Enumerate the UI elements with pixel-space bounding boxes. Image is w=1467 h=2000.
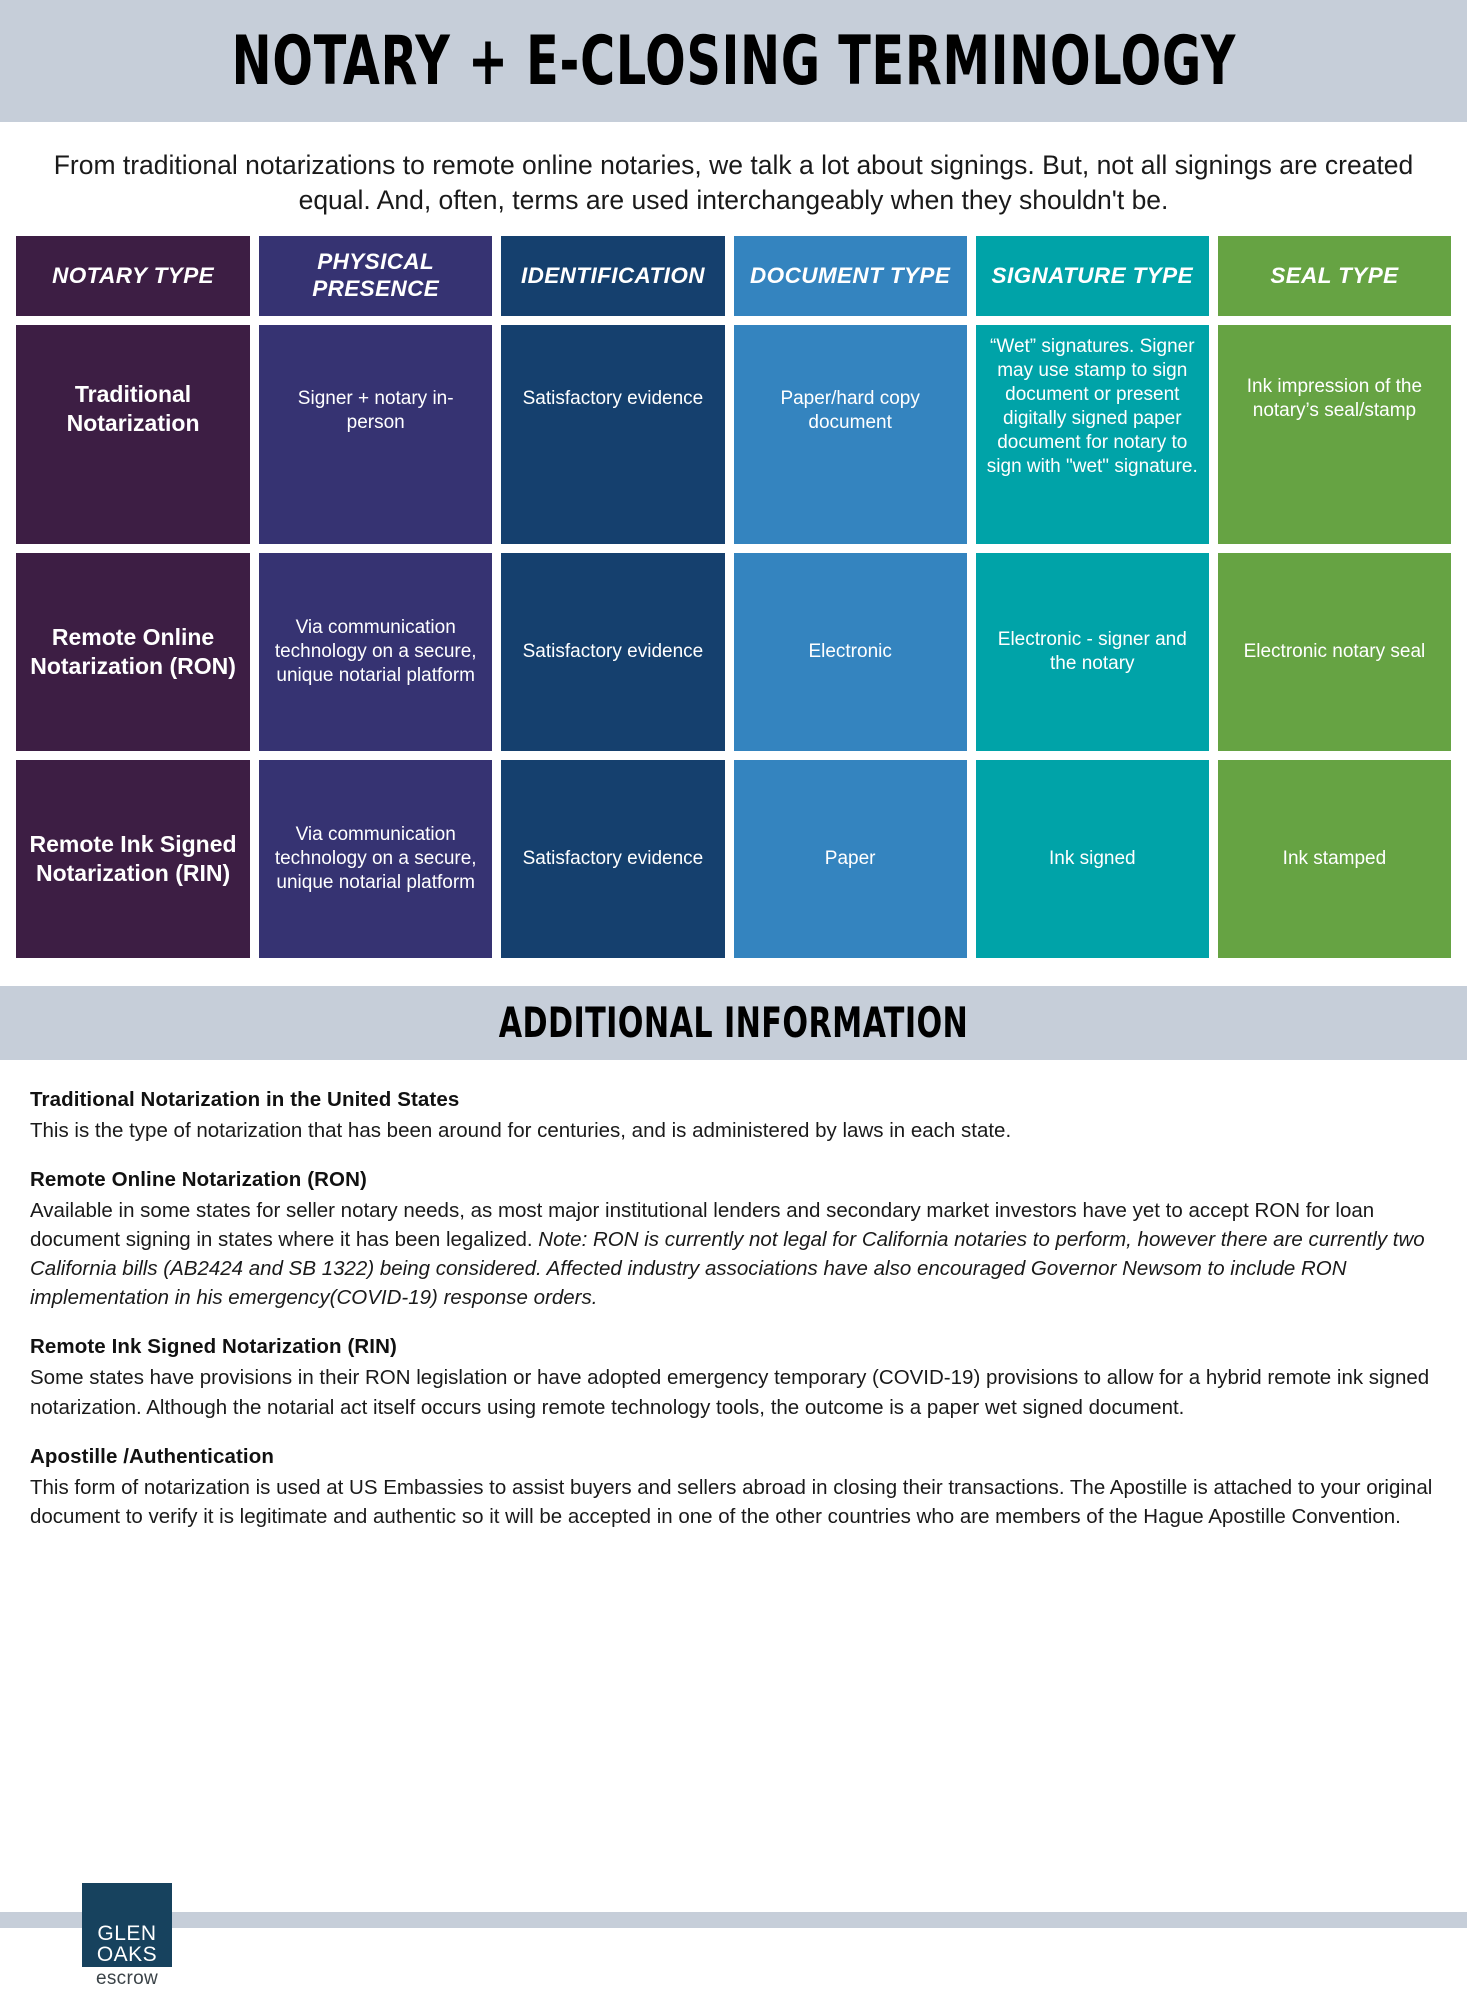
additional-information-body [0,1060,1467,1531]
cell-physical-presence: Signer + notary in-person [259,325,492,544]
column-header-seal-type: SEAL TYPE [1218,236,1451,316]
logo-text-glen: GLEN [97,1922,157,1945]
cell-seal-type: Electronic notary seal [1218,553,1451,751]
logo-mark [82,1883,172,1967]
cell-identification: Satisfactory evidence [501,553,724,751]
cell-seal-type: Ink impression of the notary’s seal/stamp [1218,325,1451,544]
info-text-plain: Some states have provisions in their RON legislation or have adopted emergency temporary (COVID-19) provisions to allow for a hybrid remote ink signed notarization. Although the notarial act itself occurs using remote technology tools, the outcome is a paper wet signed document. [30,1366,1430,1419]
info-text [30,1196,1437,1312]
column-header-notary-type: NOTARY TYPE [16,236,250,316]
info-text-plain: This is the type of notarization that has been around for centuries, and is administered by laws in each state. [30,1118,1012,1142]
info-text [30,1116,1437,1145]
info-heading: Remote Online Notarization (RON) [30,1168,367,1192]
cell-notary-type: Traditional Notarization [16,325,250,544]
info-heading: Remote Ink Signed Notarization (RIN) [30,1335,397,1359]
cell-signature-type: “Wet” signatures. Signer may use stamp to sign document or present digitally signed paper document for notary to sign with "wet" signature. [976,325,1209,544]
column-header-document-type: DOCUMENT TYPE [734,236,967,316]
cell-document-type: Paper/hard copy document [734,325,967,544]
cell-notary-type: Remote Online Notarization (RON) [16,553,250,751]
table-header-row [16,236,1451,316]
column-header-identification: IDENTIFICATION [501,236,724,316]
cell-identification: Satisfactory evidence [501,325,724,544]
cell-seal-type: Ink stamped [1218,760,1451,958]
cell-signature-type: Electronic - signer and the notary [976,553,1209,751]
info-heading: Apostille /Authentication [30,1444,274,1468]
info-text [30,1363,1437,1421]
info-text-italic: Note: RON is currently not legal for California notaries to perform, however there are currently two California bills (AB2424 and SB 1322) being considered. Affected industry associations have also encouraged Governor Newsom to include RON implementation in his emergency(COVID-19) response orders. [30,1228,1425,1310]
column-header-signature-type: SIGNATURE TYPE [976,236,1209,316]
info-text-plain: This form of notarization is used at US Embassies to assist buyers and sellers abroad in closing their transactions. The Apostille is attached to your original document to verify it is legitimate and authentic so it will be accepted in one of the other countries who are members of the Hague Apostille Convention. [30,1475,1433,1528]
title-banner [0,0,1467,122]
logo-text-oaks: OAKS [96,1943,158,1966]
additional-information-title: ADDITIONAL INFORMATION [498,998,969,1048]
footer-divider [0,1912,1467,1928]
cell-identification: Satisfactory evidence [501,760,724,958]
cell-physical-presence: Via communication technology on a secure, unique notarial platform [259,553,492,751]
table-row [16,760,1451,958]
logo-text-escrow: escrow [96,1968,158,1989]
page-title: NOTARY + E-CLOSING TERMINOLOGY [231,21,1236,101]
cell-notary-type: Remote Ink Signed Notarization (RIN) [16,760,250,958]
cell-signature-type: Ink signed [976,760,1209,958]
additional-information-banner [0,986,1467,1060]
info-text-plain: Available in some states for seller notary needs, as most major institutional lenders and secondary market investors have yet to accept RON for loan document signing in states where it has been legalized. [30,1199,1375,1252]
info-block-rin [30,1335,1437,1421]
cell-physical-presence: Via communication technology on a secure, unique notarial platform [259,760,492,958]
cell-document-type: Electronic [734,553,967,751]
table-row [16,553,1451,751]
cell-document-type: Paper [734,760,967,958]
info-block-ron [30,1168,1437,1312]
info-block-apostille [30,1445,1437,1531]
info-text [30,1473,1437,1531]
comparison-table [0,226,1467,958]
intro-paragraph: From traditional notarizations to remote online notaries, we talk a lot about signings. But, not all signings are created equal. And, often, terms are used interchangeably when they shouldn't be. [53,150,1414,215]
info-heading: Traditional Notarization in the United States [30,1087,460,1111]
table-row [16,325,1451,544]
info-block-traditional [30,1088,1437,1145]
column-header-physical-presence: PHYSICAL PRESENCE [259,236,492,316]
glen-oaks-escrow-logo [82,1883,172,1990]
